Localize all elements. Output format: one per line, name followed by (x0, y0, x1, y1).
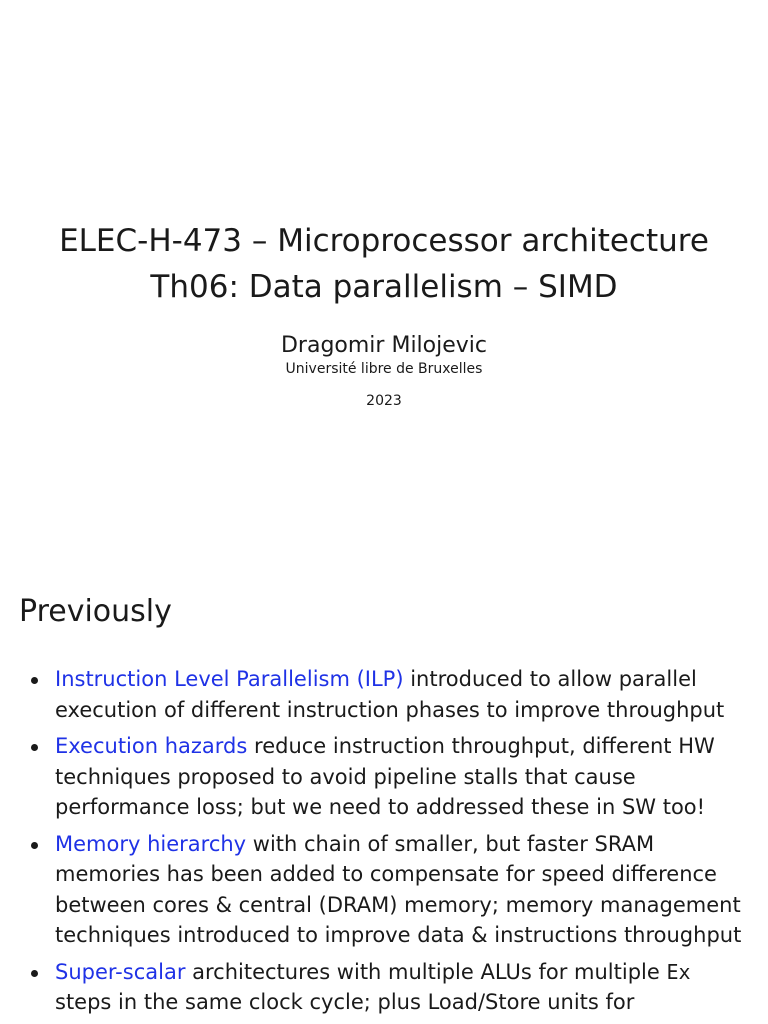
bullet-item-hazards (0, 731, 768, 823)
bullet-highlight: Super-scalar (55, 959, 186, 984)
title-line-1: ELEC-H-473 – Microprocessor architecture (59, 223, 709, 259)
bullet-code: Ex (666, 959, 691, 984)
bullet-list (0, 664, 768, 1024)
bullet-item-memory (0, 829, 768, 951)
bullet-text: with chain of smaller, but faster SRAM memories has been added to compensate for speed difference between cores & central (DRAM) memory; memory management techniques introduced to improve data & instructions throughput (55, 831, 742, 947)
section-heading: Previously (19, 594, 172, 629)
bullet-highlight: Memory hierarchy (55, 831, 247, 856)
bullet-text-after: steps in the same clock cycle; plus Load/Store units for (55, 990, 635, 1014)
bullet-highlight: Execution hazards (55, 734, 248, 758)
bullet-item-superscalar (0, 957, 768, 1018)
bullet-text: architectures with multiple ALUs for multiple (185, 959, 667, 984)
author-name: Dragomir Milojevic (280, 333, 487, 358)
title-line-2: Th06: Data parallelism – SIMD (150, 269, 618, 305)
bullet-icon (31, 842, 38, 849)
bullet-text: introduced to allow parallel execution of different instruction phases to improve throughput (55, 667, 725, 722)
bullet-item-ilp (0, 664, 768, 725)
year: 2023 (366, 393, 402, 409)
bullet-icon (31, 677, 38, 684)
institution: Université libre de Bruxelles (285, 361, 483, 377)
bullet-icon (31, 970, 38, 977)
bullet-icon (31, 744, 38, 751)
bullet-highlight: Instruction Level Parallelism (ILP) (55, 667, 404, 691)
title-slide (0, 218, 768, 410)
bullet-text: reduce instruction throughput, different HW techniques proposed to avoid pipeline stalls that cause performance loss; but we need to addressed these in SW too! (55, 734, 715, 819)
